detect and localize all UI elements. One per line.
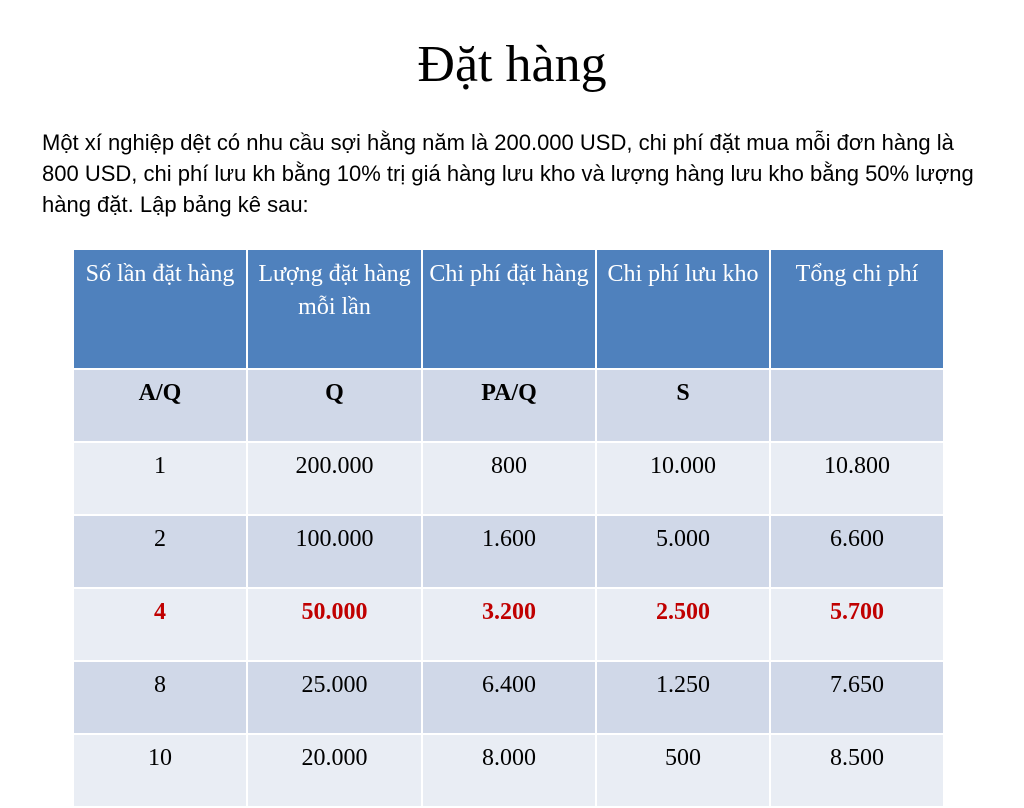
table-cell: 100.000 [247,515,422,588]
header-cell: Chi phí đặt hàng [422,249,596,369]
cost-table [72,248,945,808]
symbol-cell: PA/Q [422,369,596,442]
header-cell: Chi phí lưu kho [596,249,770,369]
table-cell: 3.200 [422,588,596,661]
symbol-row [73,369,944,442]
symbol-cell: Q [247,369,422,442]
table-cell: 1.250 [596,661,770,734]
table-row [73,515,944,588]
table-row [73,661,944,734]
table-cell: 10.000 [596,442,770,515]
table-cell: 5.000 [596,515,770,588]
table-cell: 10 [73,734,247,807]
table-cell: 800 [422,442,596,515]
table-cell: 6.600 [770,515,944,588]
table-cell: 1.600 [422,515,596,588]
table-cell: 500 [596,734,770,807]
table-row-highlighted [73,588,944,661]
intro-paragraph: Một xí nghiệp dệt có nhu cầu sợi hằng năm là 200.000 USD, chi phí đặt mua mỗi đơn hàng là 800 USD, chi phí lưu kh bằng 10% trị giá hàng lưu kho và lượng hàng lưu kho bằng 50% lượng hàng đặt. Lập bảng kê sau: [42,130,974,217]
table-cell: 8.500 [770,734,944,807]
symbol-cell: A/Q [73,369,247,442]
table-cell: 8.000 [422,734,596,807]
table-cell: 7.650 [770,661,944,734]
table-cell: 50.000 [247,588,422,661]
table-cell: 10.800 [770,442,944,515]
table-cell: 4 [73,588,247,661]
header-cell: Tổng chi phí [770,249,944,369]
table-cell: 5.700 [770,588,944,661]
table-cell: 2 [73,515,247,588]
slide-title: Đặt hàng [417,36,607,93]
table-cell: 8 [73,661,247,734]
table-row [73,442,944,515]
symbol-cell: S [596,369,770,442]
table-cell: 20.000 [247,734,422,807]
table-cell: 1 [73,442,247,515]
table-cell: 200.000 [247,442,422,515]
table-cell: 2.500 [596,588,770,661]
table-cell: 25.000 [247,661,422,734]
symbol-cell [770,369,944,442]
header-cell: Lượng đặt hàng mỗi lần [247,249,422,369]
table-row [73,734,944,807]
header-cell: Số lần đặt hàng [73,249,247,369]
table-cell: 6.400 [422,661,596,734]
header-row [73,249,944,369]
